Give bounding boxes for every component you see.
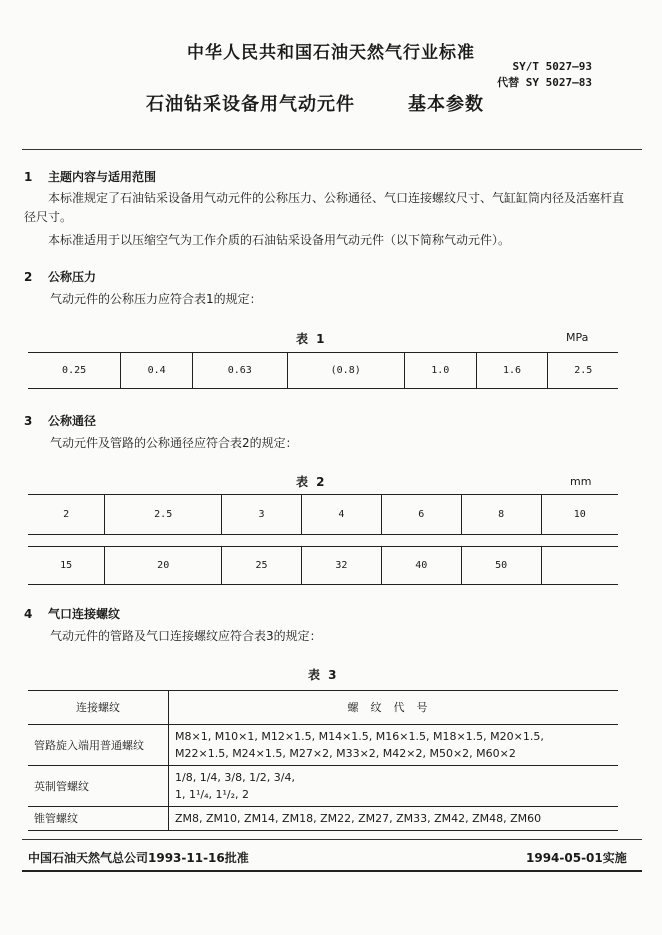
section-1-paragraph-1: 本标准规定了石油钻采设备用气动元件的公称压力、公称通径、气口连接螺纹尺寸、气缸缸筒内径及活塞杆直径尺寸。 bbox=[24, 191, 625, 224]
thread-codes-line: ZM8, ZM10, ZM14, ZM18, ZM22, ZM27, ZM33, ZM42, ZM48, ZM60 bbox=[175, 812, 542, 825]
thread-codes-line: M22×1.5, M24×1.5, M27×2, M33×2, M42×2, M50×2, M60×2 bbox=[175, 747, 516, 760]
table-cell: 40 bbox=[381, 547, 461, 585]
table-cell: 2 bbox=[28, 495, 105, 535]
section-title: 主题内容与适用范围 bbox=[48, 170, 157, 184]
table-cell: 1.0 bbox=[404, 353, 476, 389]
table-row-label: 锥管螺纹 bbox=[28, 807, 169, 831]
section-2-paragraph: 气动元件的公称压力应符合表1的规定： bbox=[50, 292, 262, 306]
section-2-heading bbox=[24, 268, 96, 285]
table-cell: 2.5 bbox=[105, 495, 222, 535]
approval-date: 中国石油天然气总公司1993-11-16批准 bbox=[28, 851, 249, 865]
section-number: 1 bbox=[24, 170, 33, 184]
table-row-label: 管路旋入端用普通螺纹 bbox=[28, 725, 169, 766]
table-cell: 6 bbox=[381, 495, 461, 535]
table-row-label: 英制管螺纹 bbox=[28, 766, 169, 807]
table-header-cell: 连接螺纹 bbox=[28, 691, 169, 725]
table-row bbox=[28, 353, 618, 389]
thread-codes-line: 1/8, 1/4, 3/8, 1/2, 3/4, bbox=[175, 771, 295, 784]
table-row bbox=[28, 495, 618, 535]
thread-codes-line: 1, 1¹/₄, 1¹/₂, 2 bbox=[175, 788, 250, 801]
table-cell: 8 bbox=[461, 495, 541, 535]
section-number: 4 bbox=[24, 607, 33, 621]
table-cell: 50 bbox=[461, 547, 541, 585]
table-cell: 32 bbox=[301, 547, 381, 585]
table-cell: 25 bbox=[222, 547, 302, 585]
table-spacer-row bbox=[28, 535, 618, 547]
table-cell: 10 bbox=[541, 495, 618, 535]
table-cell: (0.8) bbox=[287, 353, 404, 389]
table-cell: 2.5 bbox=[548, 353, 618, 389]
section-title: 气口连接螺纹 bbox=[48, 607, 121, 621]
section-3-heading bbox=[24, 412, 96, 429]
table-cell: 20 bbox=[105, 547, 222, 585]
table-cell: 4 bbox=[301, 495, 381, 535]
table-cell: 0.25 bbox=[28, 353, 121, 389]
document-subtitle: 基本参数 bbox=[408, 94, 484, 115]
thread-codes-line: M8×1, M10×1, M12×1.5, M14×1.5, M16×1.5, M18×1.5, M20×1.5, bbox=[175, 730, 544, 743]
table-cell bbox=[541, 547, 618, 585]
table-1-unit: MPa bbox=[566, 331, 589, 344]
table-header-row bbox=[28, 691, 618, 725]
effective-date: 1994-05-01实施 bbox=[526, 851, 627, 865]
section-1-heading bbox=[24, 168, 156, 185]
table-cell: 15 bbox=[28, 547, 105, 585]
title-divider bbox=[22, 149, 642, 150]
table-cell bbox=[169, 766, 619, 807]
document-title: 石油钻采设备用气动元件 bbox=[146, 94, 355, 115]
table-cell: 0.63 bbox=[193, 353, 288, 389]
table-row bbox=[28, 807, 618, 831]
table-3 bbox=[28, 690, 618, 831]
table-cell bbox=[169, 725, 619, 766]
table-cell: 1.6 bbox=[476, 353, 548, 389]
table-1 bbox=[28, 352, 618, 389]
standard-code: SY/T 5027—93 bbox=[512, 60, 592, 73]
table-row bbox=[28, 547, 618, 585]
section-number: 2 bbox=[24, 270, 33, 284]
section-1-paragraph-2: 本标准适用于以压缩空气为工作介质的石油钻采设备用气动元件（以下简称气动元件）。 bbox=[48, 233, 511, 247]
table-row bbox=[28, 725, 618, 766]
footer-rule bbox=[22, 839, 642, 840]
table-2 bbox=[28, 494, 618, 585]
table-cell bbox=[169, 807, 619, 831]
table-cell: 0.4 bbox=[121, 353, 193, 389]
replaces-code: 代替 SY 5027—83 bbox=[497, 76, 592, 89]
table-2-unit: mm bbox=[570, 475, 592, 488]
section-title: 公称压力 bbox=[48, 270, 97, 284]
section-number: 3 bbox=[24, 414, 33, 428]
section-4-heading bbox=[24, 605, 120, 622]
table-row bbox=[28, 766, 618, 807]
footer-bottom-rule bbox=[22, 870, 642, 872]
organization-title: 中华人民共和国石油天然气行业标准 bbox=[187, 43, 475, 63]
section-title: 公称通径 bbox=[48, 414, 97, 428]
section-4-paragraph: 气动元件的管路及气口连接螺纹应符合表3的规定： bbox=[50, 629, 322, 643]
table-header-cell: 螺纹代号 bbox=[169, 691, 619, 725]
table-3-caption: 表 3 bbox=[308, 668, 339, 682]
table-cell: 3 bbox=[222, 495, 302, 535]
table-1-caption: 表 1 bbox=[296, 332, 327, 346]
section-3-paragraph: 气动元件及管路的公称通径应符合表2的规定： bbox=[50, 436, 298, 450]
table-2-caption: 表 2 bbox=[296, 475, 327, 489]
